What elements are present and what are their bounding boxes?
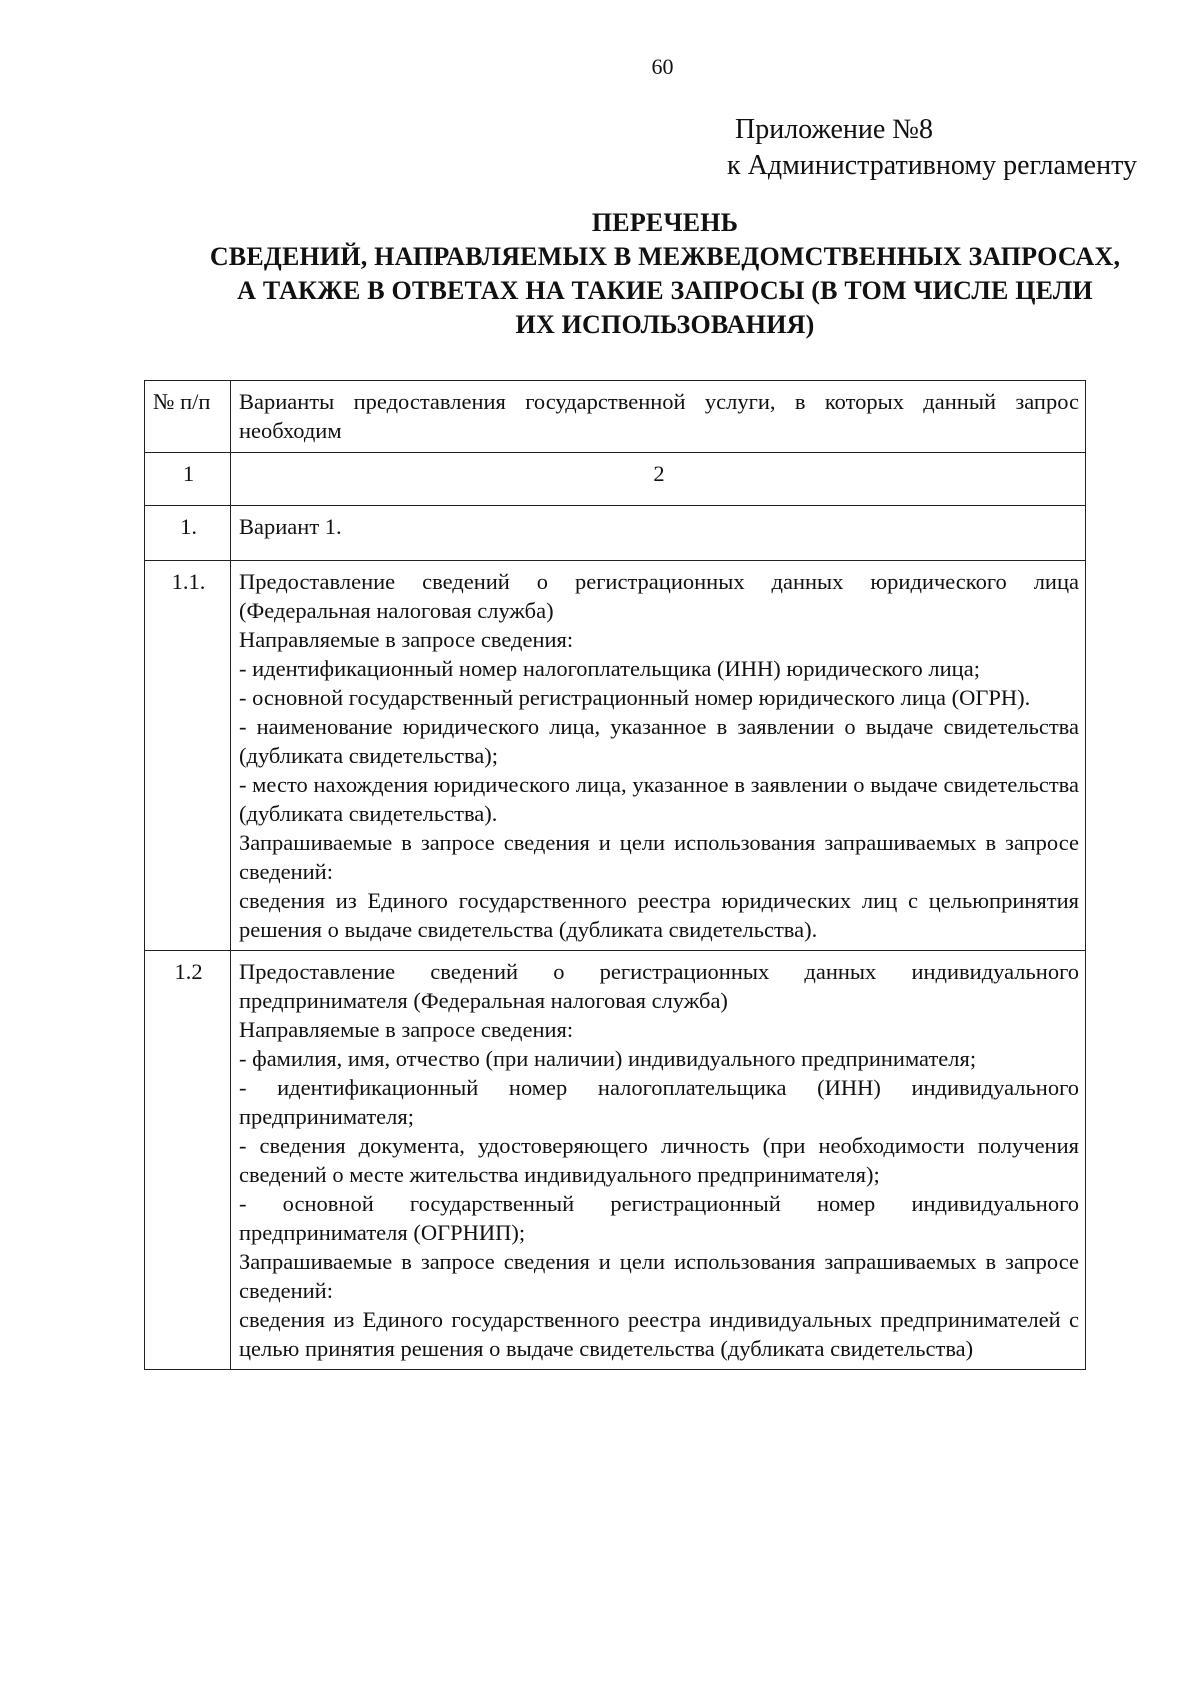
title-line-2: СВЕДЕНИЙ, НАПРАВЛЯЕМЫХ В МЕЖВЕДОМСТВЕННЫХ ЗАПРОСАХ, bbox=[209, 242, 1121, 271]
appendix-regulation: к Административному регламенту bbox=[727, 150, 1137, 181]
row-line: Направляемые в запросе сведения: bbox=[239, 1017, 574, 1042]
row-line: Направляемые в запросе сведения: bbox=[239, 627, 574, 652]
appendix-reference bbox=[727, 112, 1137, 184]
row-line: - фамилия, имя, отчество (при наличии) индивидуального предпринимателя; bbox=[239, 1046, 977, 1071]
row-line: Вариант 1. bbox=[239, 514, 342, 539]
row-number: 1. bbox=[145, 506, 231, 561]
row-line: Предоставление сведений о регистрационных данных юридического лица (Федеральная налоговая служба) bbox=[239, 569, 1079, 623]
title-line-4: ИХ ИСПОЛЬЗОВАНИЯ) bbox=[515, 310, 815, 339]
row-content bbox=[231, 506, 1086, 561]
row-line: - основной государственный регистрационный номер индивидуального предпринимателя (ОГРНИП); bbox=[239, 1191, 1079, 1245]
row-line: Запрашиваемые в запросе сведения и цели использования запрашиваемых в запросе сведений: bbox=[239, 1249, 1079, 1303]
row-content bbox=[231, 951, 1086, 1370]
document-title bbox=[150, 206, 1180, 342]
requests-table bbox=[144, 380, 1086, 1370]
index-cell-1: 1 bbox=[145, 453, 231, 506]
row-number: 1.2 bbox=[145, 951, 231, 1370]
row-line: - основной государственный регистрационный номер юридического лица (ОГРН). bbox=[239, 685, 1031, 710]
row-number: 1.1. bbox=[145, 561, 231, 951]
row-line: - идентификационный номер налогоплательщика (ИНН) индивидуального предпринимателя; bbox=[239, 1075, 1079, 1129]
page-number: 60 bbox=[651, 54, 674, 79]
row-line: - сведения документа, удостоверяющего личность (при необходимости получения сведений о месте жительства индивидуального предпринимателя); bbox=[239, 1133, 1079, 1187]
row-line: сведения из Единого государственного реестра юридических лиц с цельюпринятия решения о выдаче свидетельства (дубликата свидетельства). bbox=[239, 888, 1079, 942]
row-line: - идентификационный номер налогоплательщика (ИНН) юридического лица; bbox=[239, 656, 980, 681]
row-line: Предоставление сведений о регистрационных данных индивидуального предпринимателя (Федеральная налоговая служба) bbox=[239, 959, 1079, 1013]
header-number-cell: № п/п bbox=[145, 381, 231, 453]
table-row bbox=[145, 506, 1086, 561]
appendix-number: Приложение №8 bbox=[735, 114, 933, 145]
title-line-1: ПЕРЕЧЕНЬ bbox=[591, 208, 739, 237]
table-header-row bbox=[145, 381, 1086, 453]
row-line: сведения из Единого государственного реестра индивидуальных предпринимателей с целью принятия решения о выдаче свидетельства (дубликата свидетельства) bbox=[239, 1307, 1079, 1361]
table-index-row bbox=[145, 453, 1086, 506]
title-line-3: А ТАКЖЕ В ОТВЕТАХ НА ТАКИЕ ЗАПРОСЫ (В ТОМ ЧИСЛЕ ЦЕЛИ bbox=[237, 276, 1093, 305]
row-line: - наименование юридического лица, указанное в заявлении о выдаче свидетельства (дубликата свидетельства); bbox=[239, 714, 1079, 768]
row-line: Запрашиваемые в запросе сведения и цели использования запрашиваемых в запросе сведений: bbox=[239, 830, 1079, 884]
table-row bbox=[145, 951, 1086, 1370]
row-line: - место нахождения юридического лица, указанное в заявлении о выдаче свидетельства (дубликата свидетельства). bbox=[239, 772, 1079, 826]
row-content bbox=[231, 561, 1086, 951]
table-row bbox=[145, 561, 1086, 951]
index-cell-2: 2 bbox=[231, 453, 1086, 506]
header-variants-cell: Варианты предоставления государственной услуги, в которых данный запрос необходим bbox=[231, 381, 1086, 453]
